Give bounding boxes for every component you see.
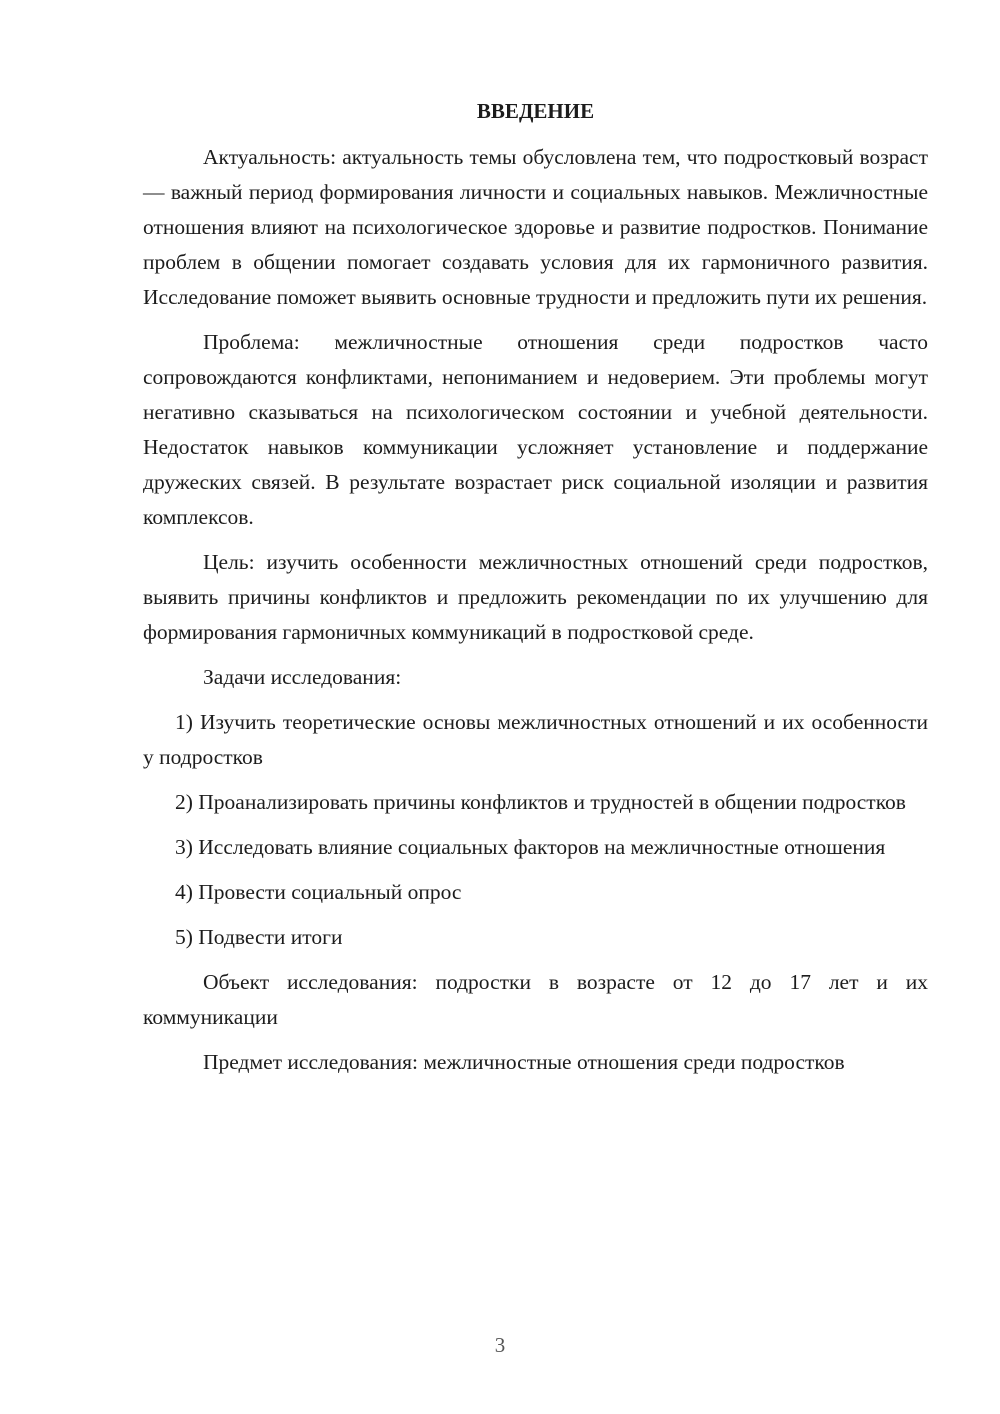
relevance-paragraph: Актуальность: актуальность темы обусловлена тем, что подростковый возраст — важный период формирования личности и социальных навыков. Межличностные отношения влияют на психологическое здоровье и развитие подростков. Понимание проблем в общении помогает создавать условия для их гармоничного развития. Исследование поможет выявить основные трудности и предложить пути их решения.: [143, 145, 928, 309]
task-item-3: 3) Исследовать влияние социальных факторов на межличностные отношения: [175, 835, 886, 859]
document-page: [143, 96, 928, 1090]
subject-paragraph: Предмет исследования: межличностные отношения среди подростков: [203, 1050, 845, 1074]
object-paragraph: Объект исследования: подростки в возрасте от 12 до 17 лет и их коммуникации: [143, 970, 928, 1029]
section-heading: ВВЕДЕНИЕ: [476, 99, 595, 123]
task-item-1: 1) Изучить теоретические основы межличностных отношений и их особенности у подростков: [143, 710, 928, 769]
page-number: 3: [494, 1333, 506, 1357]
task-item-4: 4) Провести социальный опрос: [175, 880, 462, 904]
tasks-title: Задачи исследования:: [203, 665, 402, 689]
task-item-2: 2) Проанализировать причины конфликтов и трудностей в общении подростков: [175, 790, 906, 814]
task-item-5: 5) Подвести итоги: [175, 925, 343, 949]
goal-paragraph: Цель: изучить особенности межличностных отношений среди подростков, выявить причины конфликтов и предложить рекомендации по их улучшению для формирования гармоничных коммуникаций в подростковой среде.: [143, 550, 928, 644]
problem-paragraph: Проблема: межличностные отношения среди подростков часто сопровождаются конфликтами, непониманием и недоверием. Эти проблемы могут негативно сказываться на психологическом состоянии и учебной деятельности. Недостаток навыков коммуникации усложняет установление и поддержание дружеских связей. В результате возрастает риск социальной изоляции и развития комплексов.: [143, 330, 928, 529]
